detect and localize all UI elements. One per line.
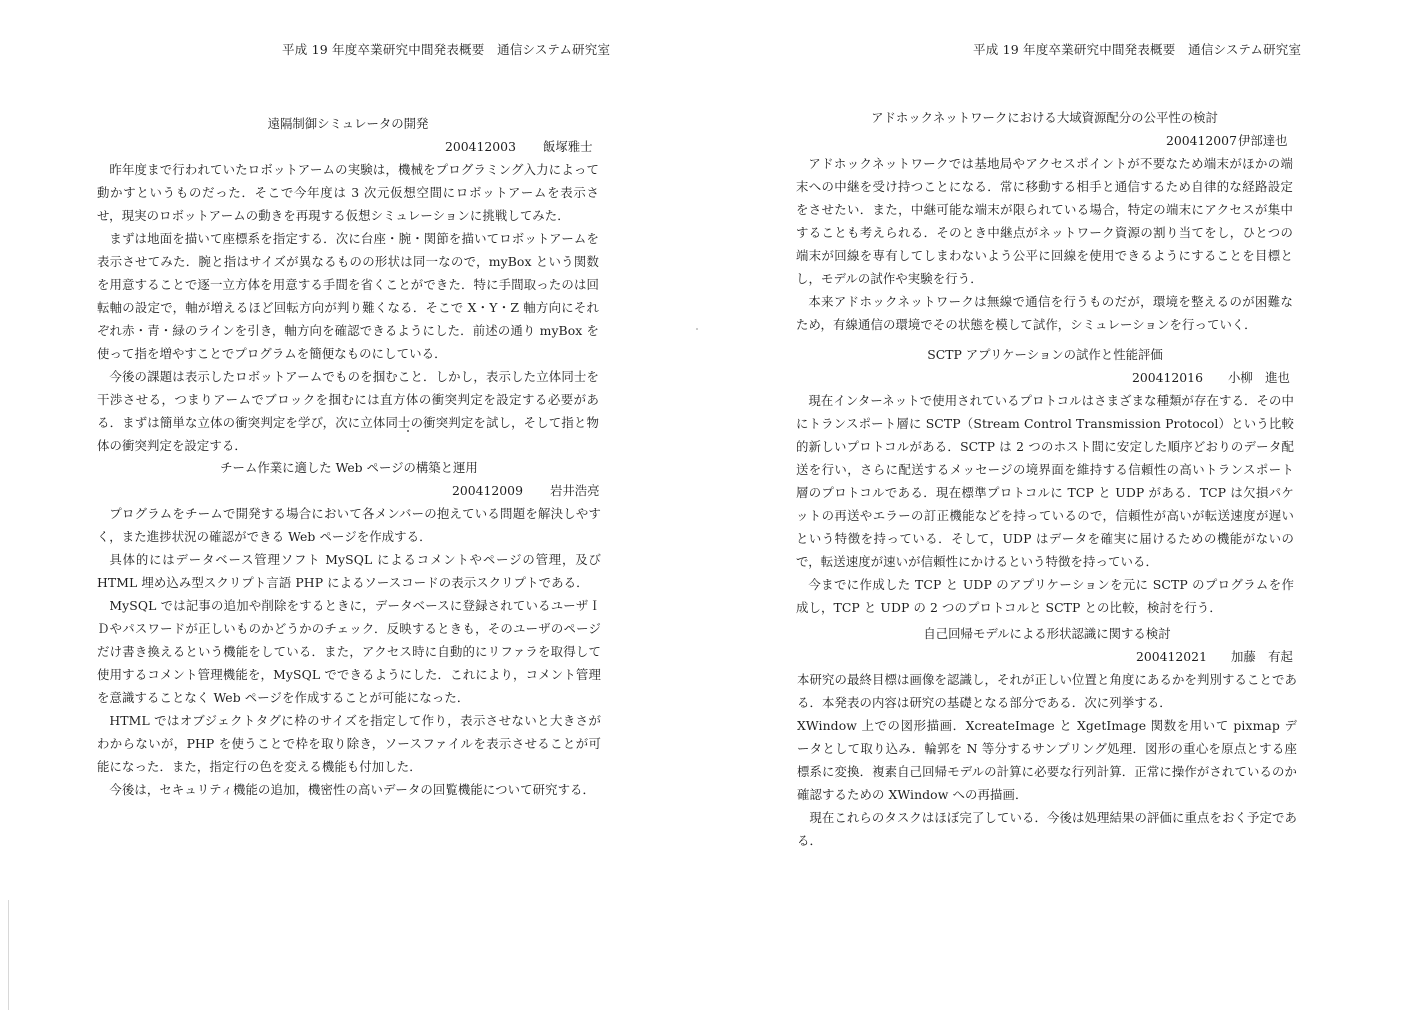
article-title: 遠隔制御シミュレータの開発 bbox=[267, 116, 429, 131]
scan-edge bbox=[8, 900, 9, 1010]
scan-speck bbox=[696, 328, 698, 330]
article-meta bbox=[97, 135, 599, 158]
article-paragraph: まずは地面を描いて座標系を指定する．次に台座・腕・関節を描いてロボットアームを表示させてみた．腕と指はサイズが異なるものの形状は同一なので，myBox という関数を用意することで逐一立方体を用意する手間を省くことができた．特に手間取ったのは回転軸の設定で，軸が増えるほど回転方向が判り難くなる．そこで X・Y・Z 軸方向にそれぞれ赤・青・緑のラインを引き，軸方向を確認できるようにした．前述の通り myBox を使って指を増やすことでプログラムを簡便なものにしている． bbox=[97, 231, 599, 361]
article-paragraph: プログラムをチームで開発する場合において各メンバーの抱えている問題を解決しやすく，また進捗状況の確認ができる Web ページを作成する． bbox=[97, 506, 601, 544]
student-id: 200412021 bbox=[1136, 649, 1207, 664]
article-title: アドホックネットワークにおける大域資源配分の公平性の検討 bbox=[871, 110, 1218, 125]
scan-speck bbox=[407, 430, 409, 432]
article-adhoc-network bbox=[796, 106, 1293, 336]
article-shape-recognition bbox=[797, 622, 1297, 852]
article-paragraph: アドホックネットワークでは基地局やアクセスポイントが不要なため端末がほかの端末への中継を受け持つことになる．常に移動する相手と通信するため自律的な経路設定をさせたい．また，中継可能な端末が限られている場合，特定の端末にアクセスが集中することも考えられる．そのとき中継点がネットワーク資源の割り当てをし，ひとつの端末が回線を専有してしまわないよう公平に回線を使用できるようにすることを目標とし，モデルの試作や実験を行う． bbox=[796, 156, 1293, 286]
article-paragraph: 今までに作成した TCP と UDP のアプリケーションを元に SCTP のプログラムを作成し，TCP と UDP の 2 つのプロトコルと SCTP との比較，検討を行う． bbox=[796, 577, 1294, 615]
page-header: 平成 19 年度卒業研究中間発表概要 通信システム研究室 bbox=[282, 42, 611, 57]
article-paragraph: 今後は，セキュリティ機能の追加，機密性の高いデータの回覧機能について研究する． bbox=[109, 782, 596, 797]
article-paragraph: 現在これらのタスクはほぼ完了している．今後は処理結果の評価に重点をおく予定である． bbox=[797, 810, 1297, 848]
article-paragraph: HTML ではオブジェクトタグに枠のサイズを指定して作り，表示させないと大きさがわからないが，PHP を使うことで枠を取り除き，ソースファイルを表示させることが可能になった．また，指定行の色を変える機能も付加した． bbox=[97, 713, 601, 774]
student-id: 200412009 bbox=[452, 483, 523, 498]
article-title: SCTP アプリケーションの試作と性能評価 bbox=[927, 347, 1163, 362]
student-id: 200412016 bbox=[1132, 370, 1203, 385]
article-meta bbox=[796, 129, 1293, 152]
article-paragraph: 具体的にはデータベース管理ソフト MySQL によるコメントやページの管理，及び HTML 埋め込み型スクリプト言語 PHP によるソースコードの表示スクリプトである． bbox=[97, 552, 601, 590]
left-page bbox=[0, 0, 700, 1020]
student-id: 200412003 bbox=[445, 139, 516, 154]
author-name: 小柳 進也 bbox=[1228, 370, 1290, 385]
article-meta bbox=[97, 479, 601, 502]
article-meta bbox=[796, 366, 1294, 389]
right-page bbox=[700, 0, 1403, 1020]
article-title: 自己回帰モデルによる形状認識に関する検討 bbox=[923, 626, 1171, 641]
article-paragraph: 今後の課題は表示したロボットアームでものを掴むこと．しかし，表示した立体同士を干渉させる，つまりアームでブロックを掴むには直方体の衝突判定を設定する必要がある．まずは簡単な立体の衝突判定を学び，次に立体同士の衝突判定を試し，そして指と物体の衝突判定を設定する． bbox=[97, 369, 599, 453]
article-remote-control-simulator bbox=[97, 112, 599, 457]
article-team-web-page bbox=[97, 456, 601, 801]
article-paragraph: MySQL では記事の追加や削除をするときに，データベースに登録されているユーザＩＤやパスワードが正しいものかどうかのチェック．反映するときも，そのユーザのページだけ書き換えるという機能をしている．また，アクセス時に自動的にリファラを取得して使用するコメント管理機能を，MySQL でできるようにした．これにより，コメント管理を意識することなく Web ページを作成することが可能になった． bbox=[97, 598, 601, 705]
author-name: 飯塚雅士 bbox=[543, 139, 593, 154]
page-header: 平成 19 年度卒業研究中間発表概要 通信システム研究室 bbox=[973, 42, 1302, 57]
article-paragraph: 現在インターネットで使用されているプロトコルはさまざまな種類が存在する．その中にトランスポート層に SCTP（Stream Control Transmission Protocol）という比較的新しいプロトコルがある．SCTP は 2 つのホスト間に安定した順序どおりのデータ配送を行い，さらに配送するメッセージの境界面を維持する信頼性の高いトランスポート層のプロトコルである．現在標準プロトコルに TCP と UDP がある．TCP は欠損パケットの再送やエラーの訂正機能などを持っているので，信頼性が高いが転送速度が遅いという特徴を持っている．そして，UDP はデータを確実に届けるための機能がないので，転送速度が速いが信頼性にかけるという特徴を持っている． bbox=[796, 393, 1294, 569]
article-meta bbox=[797, 645, 1297, 668]
article-paragraph: 昨年度まで行われていたロボットアームの実験は，機械をプログラミング入力によって動かすというものだった．そこで今年度は 3 次元仮想空間にロボットアームを表示させ，現実のロボットアームの動きを再現する仮想シミュレーションに挑戦してみた． bbox=[97, 162, 599, 223]
author-name: 伊部達也 bbox=[1238, 133, 1288, 148]
article-paragraph: 本来アドホックネットワークは無線で通信を行うものだが，環境を整えるのが困難なため，有線通信の環境でその状態を模して試作，シミュレーションを行っていく． bbox=[796, 294, 1293, 332]
article-title: チーム作業に適した Web ページの構築と運用 bbox=[220, 460, 478, 475]
article-paragraph: XWindow 上での図形描画．XcreateImage と XgetImage 関数を用いて pixmap データとして取り込み．輪郭を N 等分するサンプリング処理．図形の重心を原点とする座標系に変換．複素自己回帰モデルの計算に必要な行列計算．正常に操作がされているのか確認するための XWindow への再描画． bbox=[797, 718, 1297, 802]
article-paragraph: 本研究の最終目標は画像を認識し，それが正しい位置と角度にあるかを判別することである．本発表の内容は研究の基礎となる部分である．次に列挙する． bbox=[797, 672, 1297, 710]
article-sctp bbox=[796, 343, 1294, 619]
author-name: 加藤 有起 bbox=[1231, 649, 1293, 664]
student-id: 200412007 bbox=[1166, 133, 1237, 148]
author-name: 岩井浩亮 bbox=[550, 483, 600, 498]
